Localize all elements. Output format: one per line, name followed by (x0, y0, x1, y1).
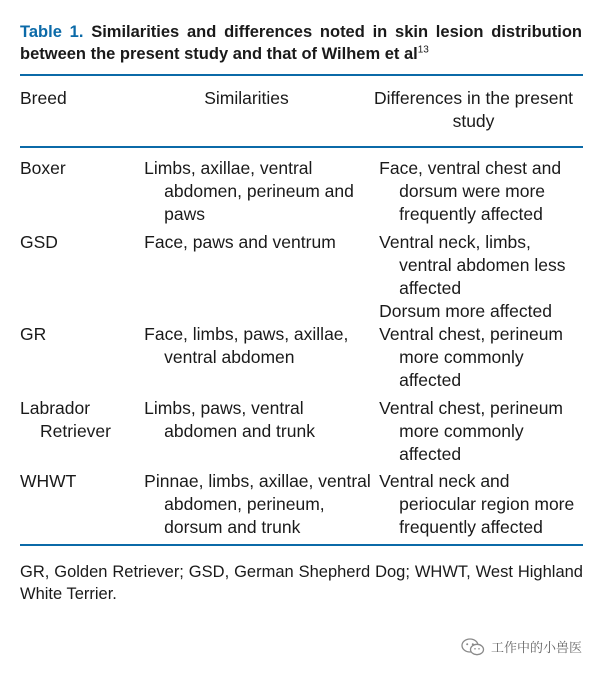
lesion-table (20, 157, 583, 560)
caption-reference: 13 (417, 44, 429, 56)
cell-similarities: Limbs, axillae, ventral abdomen, perineum and paws (144, 158, 354, 224)
table-label: Table 1. (20, 23, 84, 41)
cell-breed: GR (20, 324, 47, 344)
difference-item: Ventral chest, perineum more commonly affected (379, 324, 564, 390)
caption-text: Similarities and differences noted in skin lesion distribution between the present study and that of Wilhem et al (20, 23, 582, 63)
header-differences: Differences in the present study (373, 88, 574, 131)
difference-item: Dorsum more affected (379, 301, 552, 321)
cell-similarities: Face, paws and ventrum (144, 232, 336, 252)
table-row (20, 231, 583, 323)
cell-breed: Labrador Retriever (20, 398, 111, 441)
watermark (461, 637, 582, 656)
watermark-text: 工作中的小兽医 (490, 640, 582, 655)
table-top-rule (20, 74, 583, 76)
header-row (20, 87, 583, 133)
table-caption (20, 21, 582, 65)
table-header (20, 87, 583, 133)
difference-item: Ventral chest, perineum more commonly affected (379, 398, 564, 464)
table-row (20, 157, 583, 231)
cell-differences (379, 323, 583, 397)
table-row (20, 323, 583, 397)
cell-differences (379, 157, 583, 231)
header-similarities: Similarities (204, 88, 289, 108)
cell-differences (379, 397, 583, 470)
cell-similarities: Pinnae, limbs, axillae, ventral abdomen, perineum, dorsum and trunk (144, 471, 371, 537)
difference-item: Ventral neck, limbs, ventral abdomen less affected (379, 232, 566, 298)
cell-differences (379, 231, 583, 323)
table-row (20, 470, 583, 560)
table-row (20, 397, 583, 470)
table-header-rule (20, 146, 583, 148)
cell-similarities: Face, limbs, paws, axillae, ventral abdomen (144, 324, 349, 367)
cell-differences (379, 470, 583, 560)
cell-similarities: Limbs, paws, ventral abdomen and trunk (144, 398, 315, 441)
cell-breed: Boxer (20, 158, 66, 178)
header-breed: Breed (20, 88, 67, 108)
table-footnote: GR, Golden Retriever; GSD, German Shepherd Dog; WHWT, West Highland White Terrier. (20, 563, 583, 603)
cell-breed: GSD (20, 232, 58, 252)
table-bottom-rule (20, 544, 583, 546)
cell-breed: WHWT (20, 471, 77, 491)
wechat-icon (461, 638, 485, 656)
difference-item: Ventral neck and periocular region more frequently affected (379, 471, 575, 537)
difference-item: Face, ventral chest and dorsum were more frequently affected (379, 158, 562, 224)
